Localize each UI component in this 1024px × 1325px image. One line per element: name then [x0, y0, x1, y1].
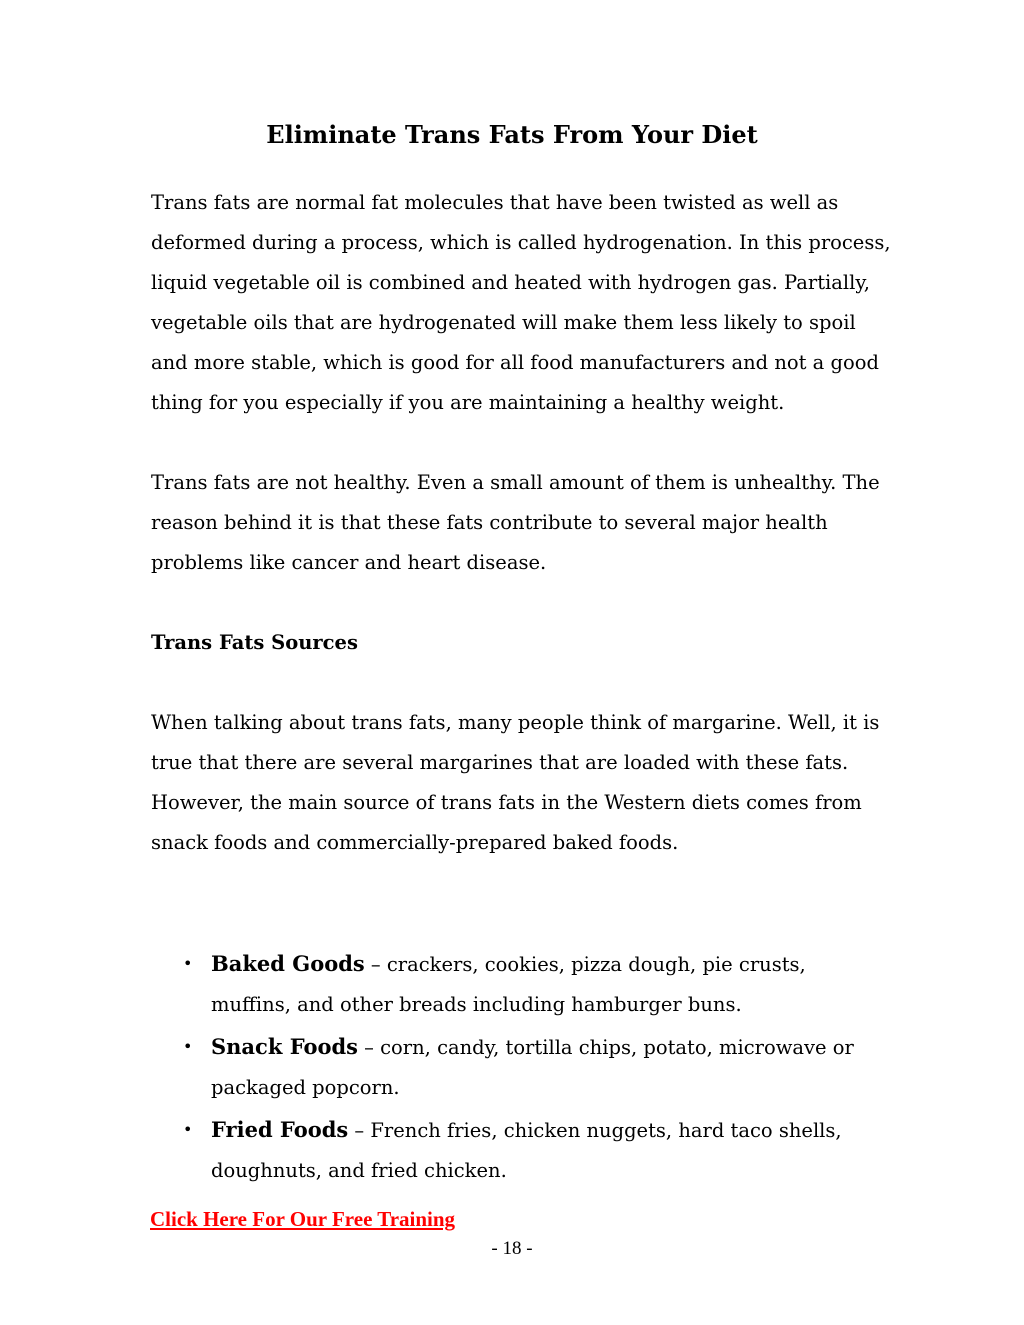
- list-item-text: – corn, candy, tortilla chips, potato, microwave or packaged popcorn.: [211, 1036, 854, 1099]
- page-number: - 18 -: [491, 1238, 533, 1259]
- list-item-term: Snack Foods: [211, 1034, 358, 1059]
- bullet-icon: •: [183, 1037, 193, 1056]
- health-paragraph: Trans fats are not healthy. Even a small amount of them is unhealthy. The reason behind it is that these fats contribute to several major health problems like cancer and heart disease.: [151, 471, 880, 574]
- bullet-icon: •: [183, 1120, 193, 1139]
- list-item: [180, 1110, 880, 1191]
- list-item: [180, 1027, 880, 1108]
- list-item-text: – French fries, chicken nuggets, hard taco shells, doughnuts, and fried chicken.: [211, 1119, 842, 1182]
- list-item: [180, 944, 880, 1025]
- sources-paragraph: When talking about trans fats, many people think of margarine. Well, it is true that there are several margarines that are loaded with these fats. However, the main source of trans fats in the Western diets comes from snack foods and commercially-prepared baked foods.: [151, 711, 880, 854]
- free-training-link[interactable]: Click Here For Our Free Training: [150, 1207, 456, 1231]
- bullet-icon: •: [183, 954, 193, 973]
- section-heading: Trans Fats Sources: [151, 631, 358, 654]
- sources-list: [180, 944, 880, 1193]
- page-title: Eliminate Trans Fats From Your Diet: [266, 120, 758, 149]
- intro-paragraph: Trans fats are normal fat molecules that have been twisted as well as deformed during a process, which is called hydrogenation. In this process, liquid vegetable oil is combined and heated with hydrogen gas. Partially, vegetable oils that are hydrogenated will make them less likely to spoil and more stable, which is good for all food manufacturers and not a good thing for you especially if you are maintaining a healthy weight.: [151, 191, 891, 414]
- body-content: [151, 183, 891, 863]
- list-item-text: – crackers, cookies, pizza dough, pie crusts, muffins, and other breads including hamburger buns.: [211, 953, 806, 1016]
- list-item-term: Fried Foods: [211, 1117, 349, 1142]
- list-item-term: Baked Goods: [211, 951, 365, 976]
